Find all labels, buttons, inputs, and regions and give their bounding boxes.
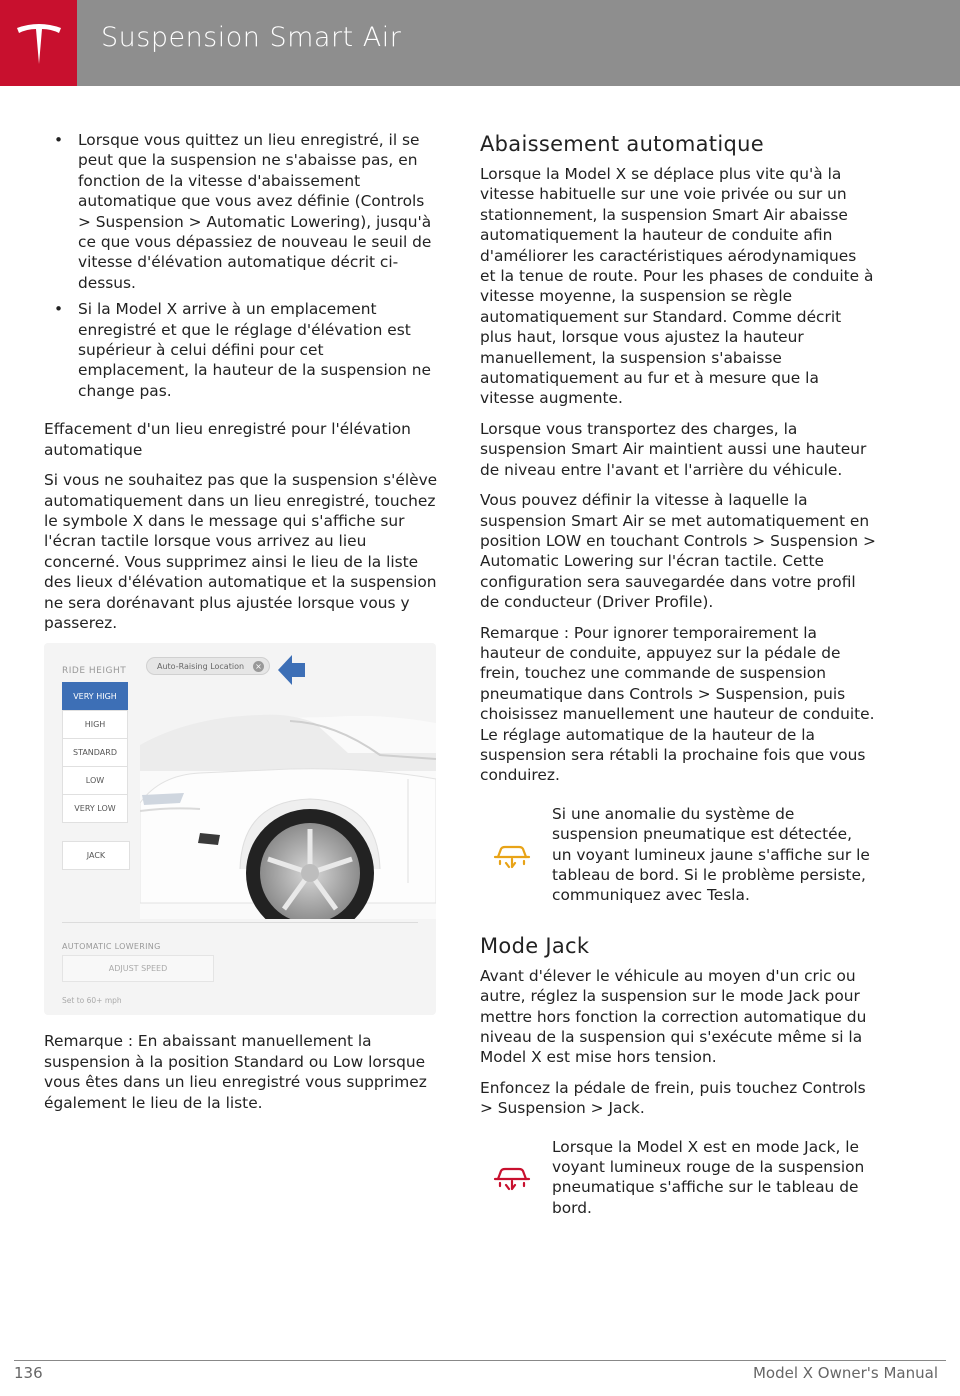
paragraph: Vous pouvez définir la vitesse à laquelle la suspension Smart Air se met automatiquement en position LOW en touchant Controls > Suspension > Automatic Lowering sur l'écran tactile. Cette configuration sera sauvegardée dans votre profil de conducteur (Driver Profile). (480, 491, 876, 612)
list-item (44, 130, 438, 293)
ride-height-low: LOW (62, 766, 128, 795)
right-column (480, 130, 876, 1244)
speed-setting-label: Set to 60+ mph (62, 996, 122, 1006)
car-illustration (140, 683, 436, 919)
ride-height-menu (62, 683, 128, 823)
manual-title: Model X Owner's Manual (752, 1364, 938, 1382)
note: Remarque : En abaissant manuellement la suspension à la position Standard ou Low lorsque vous êtes dans un lieu enregistré vous supprimez également le lieu de la liste. (44, 1032, 427, 1112)
ride-height-standard: STANDARD (62, 738, 128, 767)
close-icon: × (253, 661, 264, 672)
page-number: 136 (14, 1364, 43, 1382)
page-title: Suspension Smart Air (101, 22, 402, 53)
auto-raising-location-pill (146, 657, 270, 675)
arrow-left-icon (278, 653, 306, 687)
pill-label: Auto-Raising Location (157, 662, 245, 672)
warning-text: Lorsque la Model X est en mode Jack, le voyant lumineux rouge de la suspension pneumatique s'affiche sur le tableau de bord. (552, 1137, 865, 1217)
page-header (0, 0, 960, 86)
section-heading: Mode Jack (480, 933, 590, 958)
suspension-warning-red-icon (492, 1163, 532, 1191)
tesla-logo-icon (13, 18, 65, 70)
bullet-icon: • (54, 300, 64, 319)
list-item (44, 299, 438, 401)
separator (62, 922, 418, 923)
bullet-icon: • (54, 131, 64, 149)
warning-text: Si une anomalie du système de suspension pneumatique est détectée, un voyant lumineux jaune s'affiche sur le tableau de bord. Si le problème persiste, communiquez avec Tesla. (552, 804, 870, 905)
bullet-text: Si la Model X arrive à un emplacement enregistré et que le réglage d'élévation est supérieur à celui défini pour cet emplacement, la hauteur de la suspension ne change pas. (78, 300, 432, 400)
paragraph: Avant d'élever le véhicule au moyen d'un cric ou autre, réglez la suspension sur le mode Jack pour mettre hors fonction la correction automatique du niveau de la suspension qui s'exécute même si la Model X est mise hors tension. (480, 966, 867, 1067)
bullet-list (44, 130, 438, 401)
footer-divider (14, 1360, 946, 1361)
section-heading: Abaissement automatique (480, 132, 764, 156)
figure-title: RIDE HEIGHT (62, 666, 127, 677)
adjust-speed-button: ADJUST SPEED (62, 955, 214, 982)
paragraph: Si vous ne souhaitez pas que la suspension s'élève automatiquement dans un lieu enregistré, touchez le symbole X dans le message qui s'affiche sur l'écran tactile lorsque vous arrivez au lieu concerné. Vous supprimez ainsi le lieu de la liste des lieux d'élévation automatique et la suspension ne sera dorénavant plus ajustée lorsque vous y passerez. (44, 471, 438, 632)
warning-block (480, 804, 876, 906)
ride-height-screenshot (44, 643, 436, 1015)
ride-height-very-low: VERY LOW (62, 794, 128, 823)
paragraph: Lorsque la Model X se déplace plus vite qu'à la vitesse habituelle sur une voie privée ou sur un stationnement, la suspension Smart Air abaisse automatiquement la hauteur de conduite afin d'améliorer les caractéristiques aérodynamiques et la tenue de route. Pour les phases de conduite à vitesse moyenne, la suspension se règle automatiquement sur Standard. Comme décrit plus haut, lorsque vous ajustez la hauteur manuellement, la suspension s'abaisse automatiquement au fur et à mesure que la vitesse augmente. (480, 165, 874, 408)
suspension-warning-yellow-icon (492, 841, 532, 869)
paragraph: Enfoncez la pédale de frein, puis touchez Controls > Suspension > Jack. (480, 1078, 866, 1118)
ride-height-very-high: VERY HIGH (62, 682, 128, 711)
left-column (44, 130, 438, 1123)
note: Remarque : Pour ignorer temporairement la hauteur de conduite, appuyez sur la pédale de frein, touchez une commande de suspension pneumatique dans Controls > Suspension, puis choisissez manuellement une hauteur de conduite. Le réglage automatique de la hauteur de la suspension sera rétabli la prochaine fois que vous conduirez. (480, 623, 875, 785)
warning-block (480, 1137, 876, 1219)
bullet-text: Lorsque vous quittez un lieu enregistré, il se peut que la suspension ne s'abaisse pas, en fonction de la vitesse d'abaissement automatique que vous avez définie (Controls > Suspension > Automatic Lowering), jusqu'à ce que vous dépassiez de nouveau le seuil de vitesse d'élévation automatique décrit ci-dessus. (78, 131, 432, 292)
paragraph: Lorsque vous transportez des charges, la suspension Smart Air maintient aussi une hauteur de niveau entre l'avant et l'arrière du véhicule. (480, 419, 867, 479)
subheading: Effacement d'un lieu enregistré pour l'élévation automatique (44, 420, 411, 459)
jack-button: JACK (62, 841, 130, 870)
automatic-lowering-label: AUTOMATIC LOWERING (62, 942, 161, 952)
tesla-logo (0, 0, 77, 86)
ride-height-high: HIGH (62, 710, 128, 739)
